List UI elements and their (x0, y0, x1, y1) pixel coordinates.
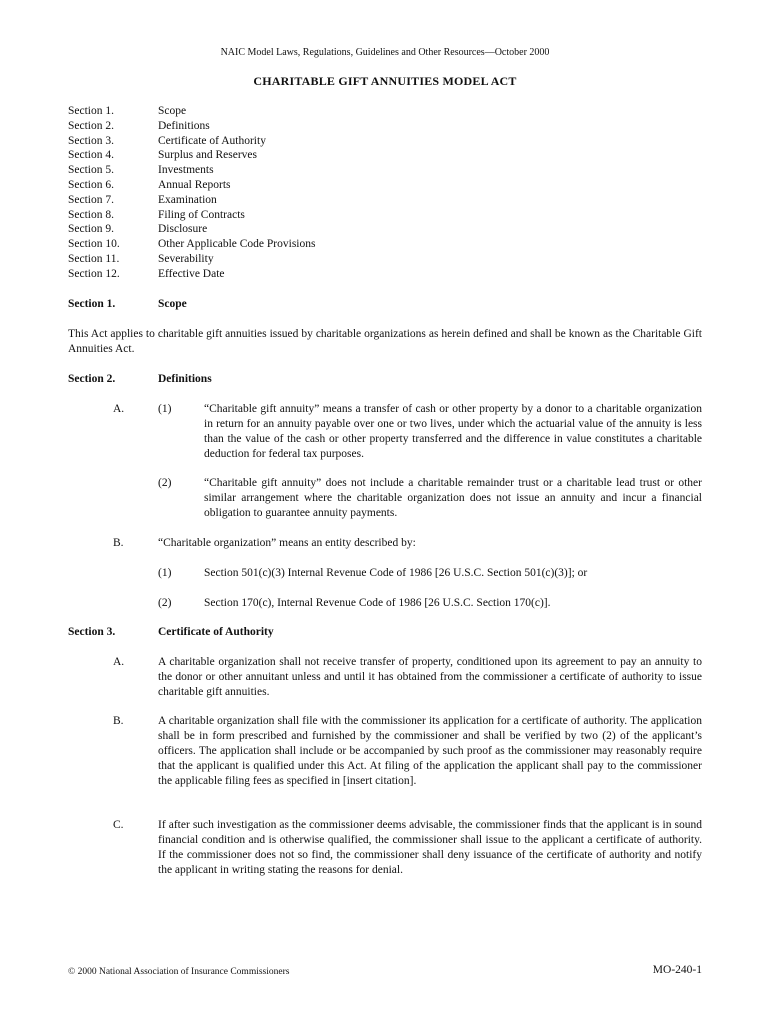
subsection-b-label: B. (113, 537, 124, 549)
toc-section-number: Section 7. (68, 193, 114, 206)
toc-section-title: Disclosure (158, 223, 208, 236)
toc-section-number: Section 1. (68, 105, 114, 117)
toc-section-number: Section 10. (68, 238, 120, 251)
page-number: MO-240-1 (652, 964, 702, 976)
toc-section-title: Certificate of Authority (158, 134, 266, 147)
section-2-number: Section 2. (68, 373, 116, 385)
section-3-paragraph-a: A charitable organization shall not receive transfer of property, conditioned upon its agreement to pay an annuity to the donor or other annuitant unless and until it has obtained from the commissioner a certificate of authority to issue charitable gift annuities. (158, 656, 702, 698)
irc-170-reference: Section 170(c), Internal Revenue Code of 1986 [26 U.S.C. Section 170(c)]. (204, 597, 551, 609)
running-header: NAIC Model Laws, Regulations, Guidelines and Other Resources—October 2000 (220, 47, 550, 58)
toc-row (68, 163, 315, 178)
toc-section-number: Section 3. (68, 134, 114, 147)
subsection-a-label: A. (113, 656, 125, 668)
document-title: CHARITABLE GIFT ANNUITIES MODEL ACT (253, 74, 517, 88)
toc-row (68, 178, 315, 193)
toc-row (68, 193, 315, 208)
toc-row (68, 119, 315, 134)
definition-charitable-organization: “Charitable organization” means an entity described by: (158, 537, 416, 549)
toc-section-title: Severability (158, 252, 214, 265)
section-1-paragraph: This Act applies to charitable gift annuities issued by charitable organizations as herein defined and shall be known as the Charitable Gift Annuities Act. (68, 328, 702, 355)
toc-row (68, 222, 315, 237)
toc-row (68, 237, 315, 252)
toc-section-number: Section 8. (68, 208, 114, 221)
toc-section-number: Section 9. (68, 223, 114, 236)
table-of-contents (68, 104, 315, 282)
toc-row (68, 252, 315, 267)
toc-section-title: Filing of Contracts (158, 208, 245, 221)
toc-section-number: Section 5. (68, 164, 114, 177)
section-3-paragraph-c: If after such investigation as the commissioner deems advisable, the commissioner finds that the applicant is in sound financial condition and is otherwise qualified, the commissioner shall issue to the applicant a certificate of authority. If the commissioner does not so find, the commissioner shall deny issuance of the certificate of authority and notify the applicant in writing stating the reasons for denial. (158, 819, 702, 876)
section-3-heading: Certificate of Authority (158, 626, 274, 638)
subsection-b-label: B. (113, 715, 124, 727)
item-2-label: (2) (158, 477, 172, 489)
toc-section-title: Definitions (158, 119, 210, 132)
subsection-c-label: C. (113, 819, 124, 831)
toc-row (68, 134, 315, 149)
toc-section-number: Section 12. (68, 267, 120, 280)
definition-charitable-gift-annuity: “Charitable gift annuity” means a transfer of cash or other property by a donor to a charitable organization in return for an annuity payable over one or two lives, under which the actuarial value of the annuity is less than the value of the cash or other property transferred and the difference in value constitutes a charitable deduction for federal tax purposes. (204, 403, 702, 460)
toc-section-number: Section 4. (68, 149, 114, 162)
copyright-footer: © 2000 National Association of Insurance Commissioners (68, 967, 290, 977)
toc-section-title: Investments (158, 164, 214, 177)
toc-row (68, 104, 315, 119)
toc-section-title: Examination (158, 193, 217, 206)
section-3-paragraph-b: A charitable organization shall file with the commissioner its application for a certificate of authority. The application shall be in form prescribed and furnished by the commissioner and shall be verified by two (2) of the applicant’s officers. The application shall include or be accompanied by such proof as the commissioner may reasonably require that the applicant is qualified under this Act. At filing of the application the applicant shall pay to the commissioner the applicable filing fees as specified in [insert citation]. (158, 715, 702, 787)
item-1-label: (1) (158, 403, 172, 415)
section-1-heading: Scope (158, 298, 187, 310)
toc-section-title: Surplus and Reserves (158, 149, 258, 162)
toc-section-number: Section 2. (68, 119, 114, 132)
section-1-number: Section 1. (68, 298, 116, 310)
definition-exclusion: “Charitable gift annuity” does not include a charitable remainder trust or a charitable lead trust or other similar arrangement where the charitable organization does not issue an annuity and incur a financial obligation to guarantee annuity payments. (204, 477, 702, 519)
toc-section-number: Section 6. (68, 178, 114, 191)
toc-row (68, 208, 315, 223)
item-2-label: (2) (158, 597, 172, 609)
item-1-label: (1) (158, 567, 172, 579)
toc-section-title: Scope (158, 105, 187, 117)
toc-section-title: Other Applicable Code Provisions (158, 238, 316, 251)
toc-row (68, 267, 315, 282)
subsection-a-label: A. (113, 403, 125, 415)
toc-section-title: Effective Date (158, 267, 225, 280)
toc-row (68, 148, 315, 163)
section-3-number: Section 3. (68, 626, 116, 638)
irc-501-reference: Section 501(c)(3) Internal Revenue Code of 1986 [26 U.S.C. Section 501(c)(3)]; or (204, 567, 588, 579)
section-2-heading: Definitions (158, 373, 212, 385)
toc-section-title: Annual Reports (158, 178, 231, 191)
toc-section-number: Section 11. (68, 252, 120, 265)
